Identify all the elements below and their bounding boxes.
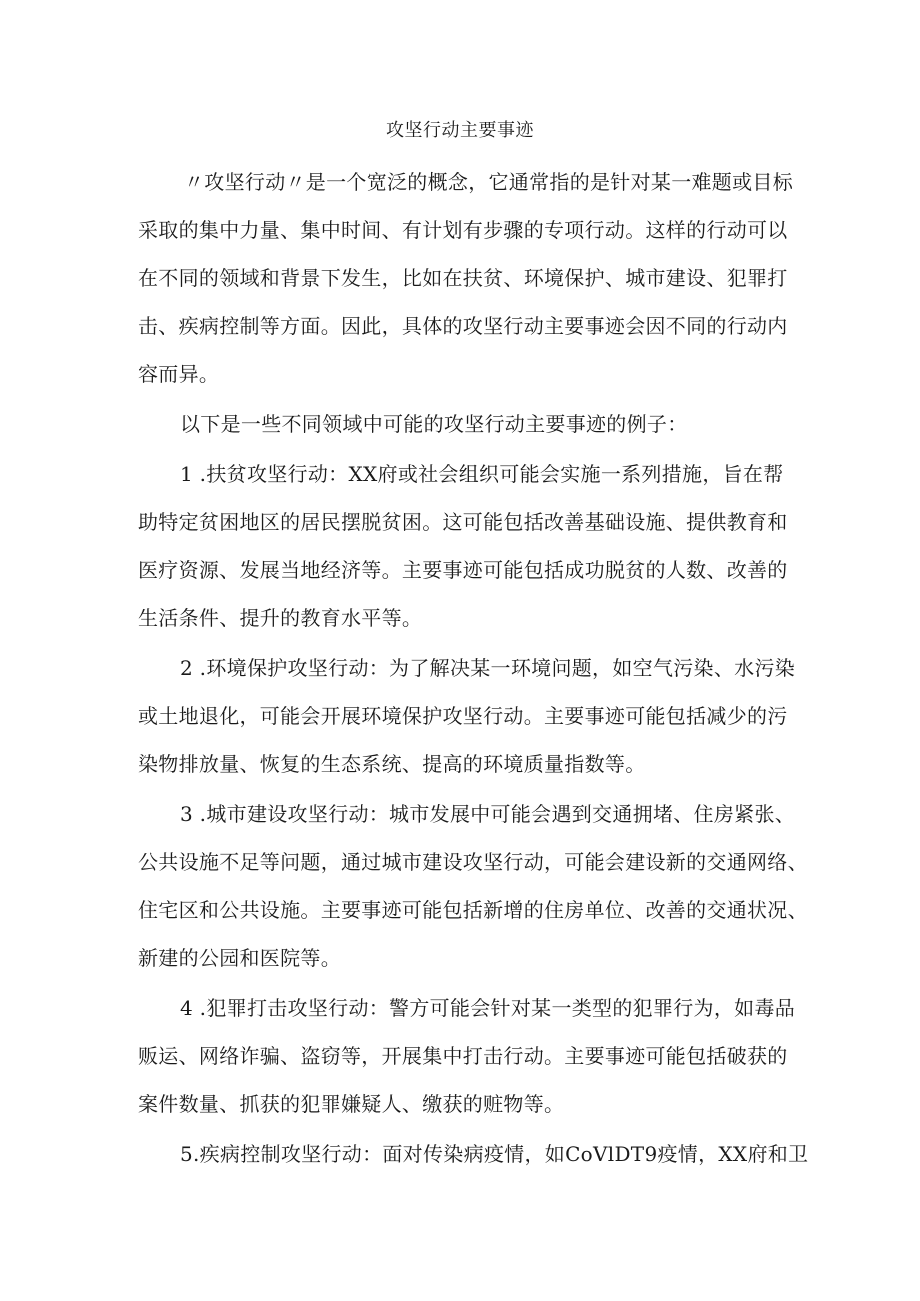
paragraph-1-line-4: 击、疾病控制等方面。因此，具体的攻坚行动主要事迹会因不同的行动内 <box>138 314 788 338</box>
paragraph-3-line-1: 1 .扶贫攻坚行动：XX府或社会组织可能会实施一系列措施，旨在帮 <box>180 462 784 486</box>
paragraph-5-line-1: 3 .城市建设攻坚行动：城市发展中可能会遇到交通拥堵、住房紧张、 <box>180 802 796 826</box>
paragraph-3-line-4: 生活条件、提升的教育水平等。 <box>138 606 423 630</box>
paragraph-5-line-4: 新建的公园和医院等。 <box>138 946 341 970</box>
paragraph-3-line-3: 医疗资源、发展当地经济等。主要事迹可能包括成功脱贫的人数、改善的 <box>138 558 788 582</box>
paragraph-4-line-1: 2 .环境保护攻坚行动：为了解决某一环境问题，如空气污染、水污染 <box>180 656 796 680</box>
paragraph-5-line-2: 公共设施不足等问题，通过城市建设攻坚行动，可能会建设新的交通网络、 <box>138 850 808 874</box>
paragraph-4-line-2: 或土地退化，可能会开展环境保护攻坚行动。主要事迹可能包括减少的污 <box>138 704 788 728</box>
paragraph-1-line-1: 〃攻坚行动〃是一个宽泛的概念，它通常指的是针对某一难题或目标 <box>184 170 793 194</box>
paragraph-1-line-5: 容而异。 <box>138 362 220 386</box>
document-title: 攻坚行动主要事迹 <box>386 120 534 141</box>
paragraph-2-line-1: 以下是一些不同领域中可能的攻坚行动主要事迹的例子： <box>180 412 688 436</box>
paragraph-6-line-3: 案件数量、抓获的犯罪嫌疑人、缴获的赃物等。 <box>138 1092 565 1116</box>
paragraph-3-line-2: 助特定贫困地区的居民摆脱贫困。这可能包括改善基础设施、提供教育和 <box>138 510 788 534</box>
paragraph-1-line-2: 采取的集中力量、集中时间、有计划有步骤的专项行动。这样的行动可以 <box>138 218 788 242</box>
paragraph-7-line-1: 5.疾病控制攻坚行动：面对传染病疫情，如CoVlDT9疫情，XX府和卫 <box>180 1142 809 1166</box>
paragraph-6-line-2: 贩运、网络诈骗、盗窃等，开展集中打击行动。主要事迹可能包括破获的 <box>138 1044 788 1068</box>
paragraph-5-line-3: 住宅区和公共设施。主要事迹可能包括新增的住房单位、改善的交通状况、 <box>138 898 808 922</box>
paragraph-4-line-3: 染物排放量、恢复的生态系统、提高的环境质量指数等。 <box>138 752 646 776</box>
paragraph-6-line-1: 4 .犯罪打击攻坚行动：警方可能会针对某一类型的犯罪行为，如毒品 <box>180 996 796 1020</box>
paragraph-1-line-3: 在不同的领域和背景下发生，比如在扶贫、环境保护、城市建设、犯罪打 <box>138 266 788 290</box>
